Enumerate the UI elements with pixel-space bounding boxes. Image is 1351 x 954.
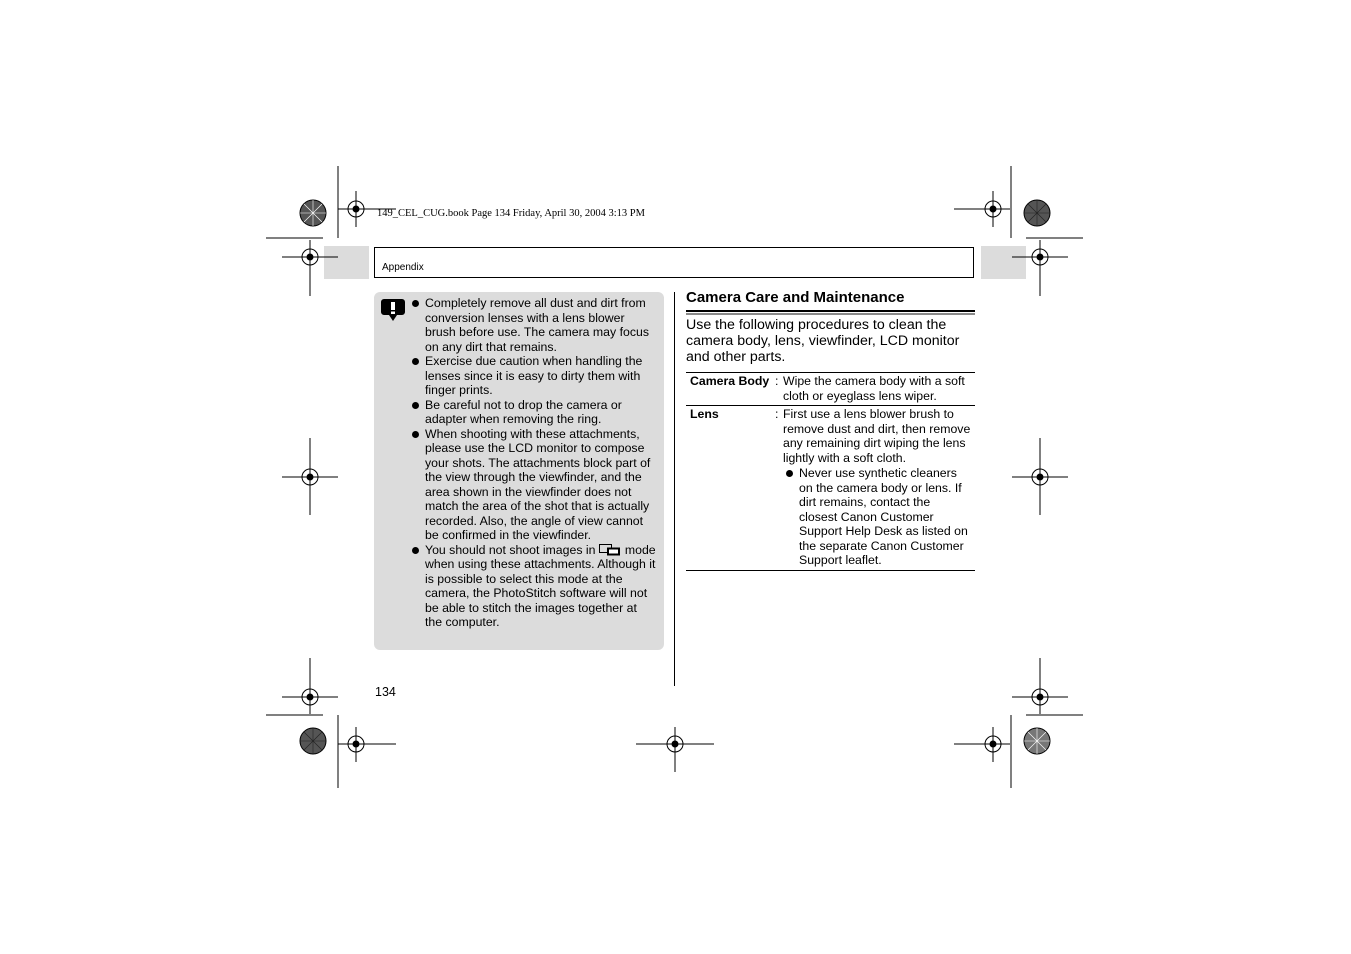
starburst-target-icon [300, 728, 326, 754]
intro-paragraph: Use the following procedures to clean the camera body, lens, viewfinder, LCD monitor and other parts. [686, 317, 960, 365]
term-camera-body: Camera Body [690, 374, 770, 388]
registration-crosshair-icon [282, 240, 338, 296]
term-lens: Lens [690, 407, 719, 421]
caution-item: Be careful not to drop the camera or adapter when removing the ring. [411, 398, 657, 427]
registration-crosshair-icon [338, 727, 396, 762]
registration-crosshair-icon [338, 191, 396, 227]
caution-item-text: mode when using these attachments. Although it is possible to select this mode at the camera, the PhotoStitch software will not be able to stitch the images together at the computer. [425, 542, 656, 629]
lens-note: Never use synthetic cleaners on the camera body or lens. If dirt remains, contact the closest Canon Customer Support Help Desk as listed on the separate Canon Customer Support leaflet. [775, 466, 971, 568]
page-number: 134 [375, 685, 396, 699]
registration-crosshair-icon [282, 658, 338, 714]
caution-item: When shooting with these attachments, please use the LCD monitor to compose your shots. The attachments block part of the view through the viewfinder, and the area shown in the viewfinder does not match the area of the shot that is actually recorded. Also, the angle of view cannot be confirmed in the viewfinder. [411, 427, 657, 543]
registration-crosshair-icon [954, 191, 1010, 227]
registration-crosshair-icon [954, 727, 1010, 762]
registration-crosshair-icon [1012, 438, 1068, 515]
desc-cell: : First use a lens blower brush to remove dust and dirt, then remove any remaining dirt wiping the lens lightly with a soft cloth. Never use synthetic cleaners on the camera body or lens. If dirt remains, contact the closest Canon Customer Support Help Desk as listed on the separate Canon Customer Support leaflet. [775, 407, 971, 567]
starburst-target-icon [300, 200, 326, 226]
registration-crosshair-icon [636, 727, 714, 772]
caution-item: Completely remove all dust and dirt from conversion lenses with a lens blower brush before use. The camera may focus on any dirt that remains. [411, 296, 657, 354]
starburst-target-icon [1024, 728, 1050, 754]
desc-cell: : Wipe the camera body with a soft cloth or eyeglass lens wiper. [772, 373, 975, 406]
registration-crosshair-icon [282, 438, 338, 515]
caution-item-text: You should not shoot images in [425, 542, 596, 557]
starburst-target-icon [1024, 200, 1050, 226]
section-label: Appendix [382, 262, 424, 273]
caution-item: Exercise due caution when handling the lenses since it is easy to dirty them with finger prints. [411, 354, 657, 398]
print-slug: 149_CEL_CUG.book Page 134 Friday, April 30, 2004 3:13 PM [377, 208, 645, 219]
registration-crosshair-icon [1012, 240, 1068, 296]
registration-crosshair-icon [1012, 658, 1068, 714]
section-title: Camera Care and Maintenance [686, 289, 905, 306]
desc-camera-body: Wipe the camera body with a soft cloth or eyeglass lens wiper. [783, 374, 965, 403]
desc-lens: First use a lens blower brush to remove dust and dirt, then remove any remaining dirt wiping the lens lightly with a soft cloth. [783, 407, 971, 465]
